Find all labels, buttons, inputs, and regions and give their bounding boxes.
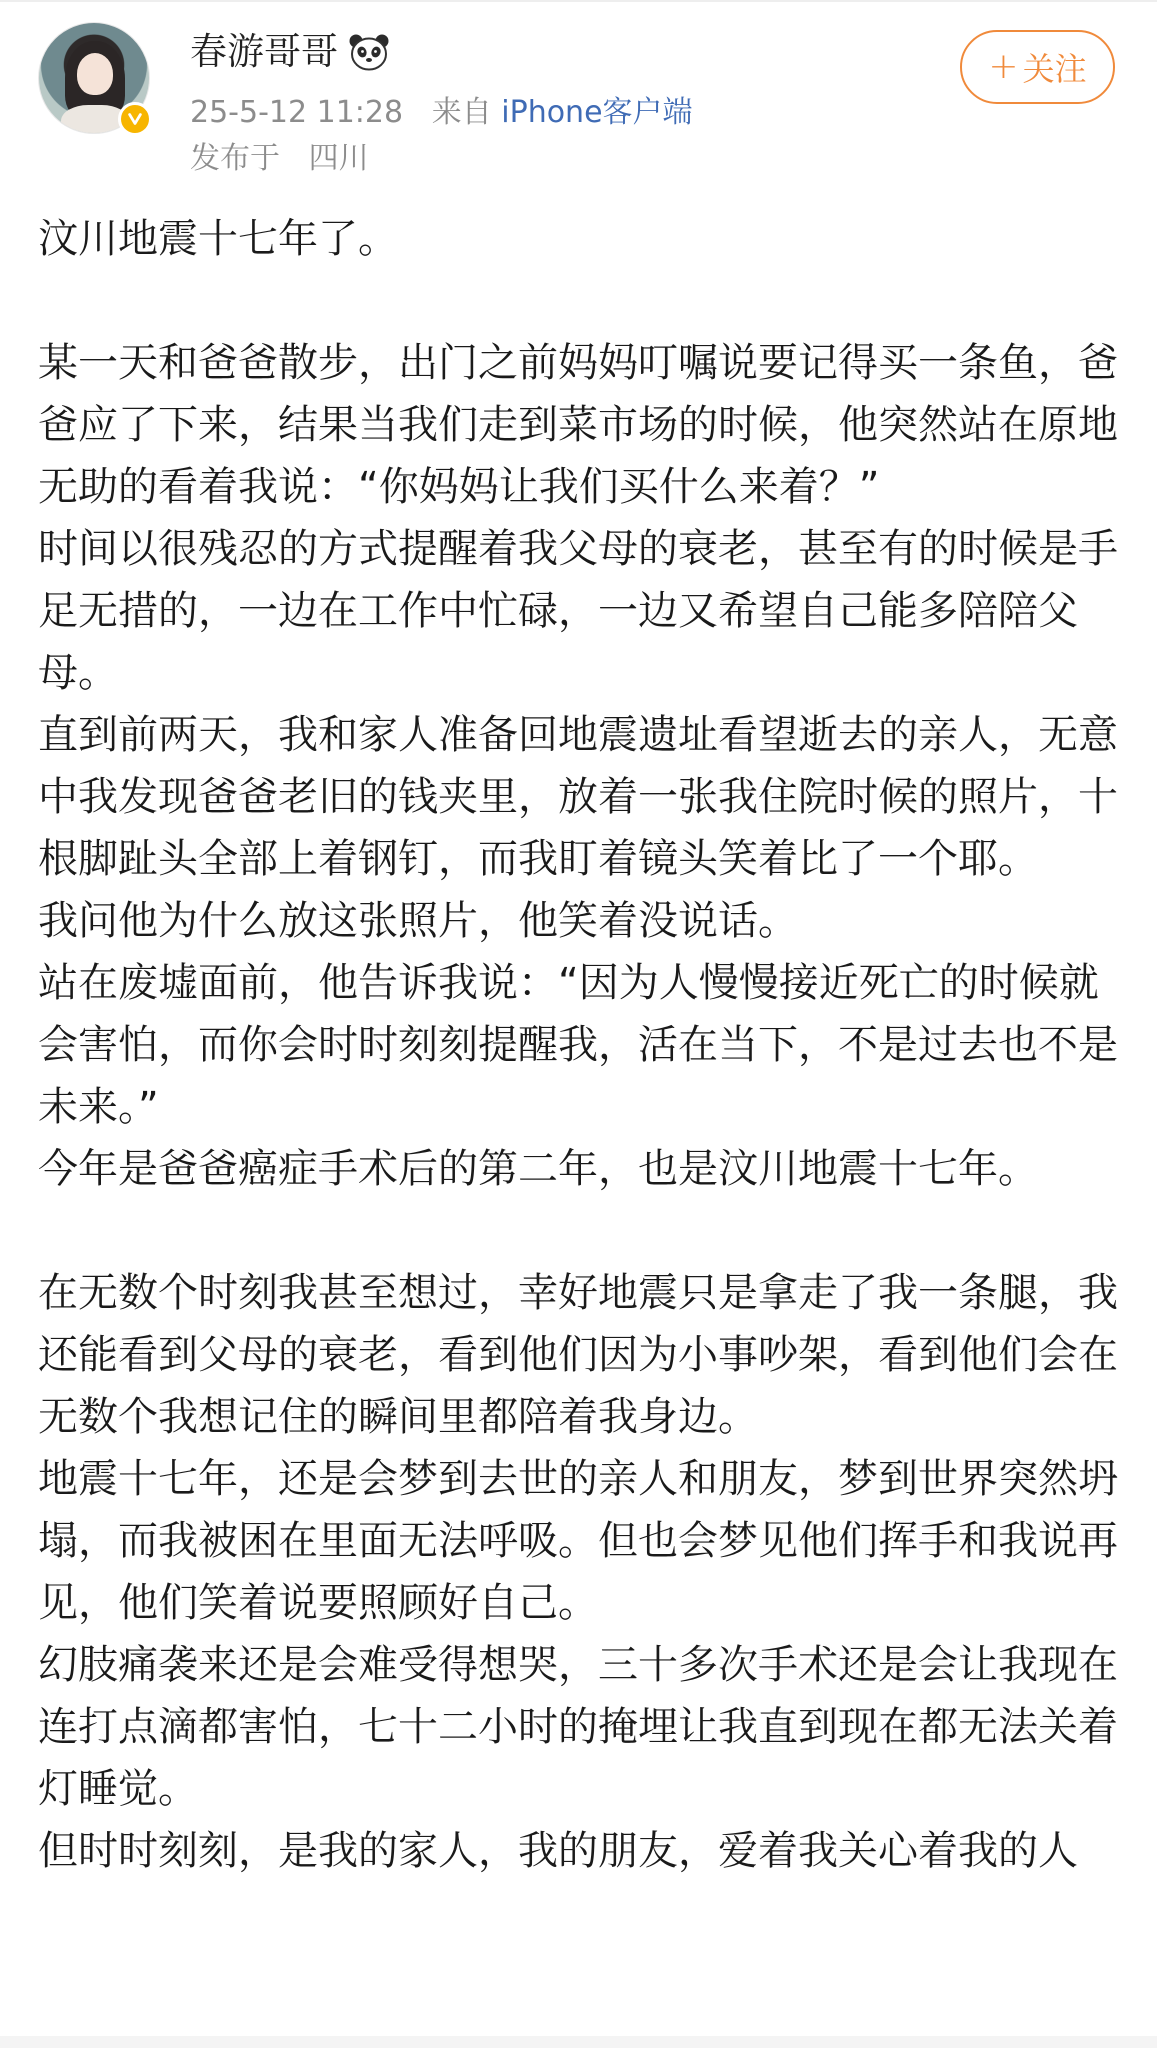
blank-line: [38, 1200, 1128, 1262]
location-value: 四川: [308, 141, 369, 176]
source-link[interactable]: iPhone客户端: [501, 95, 693, 130]
timestamp: 25-5-12 11:28: [190, 95, 404, 130]
username-text[interactable]: 春游哥哥: [190, 30, 338, 73]
plus-icon: +: [988, 46, 1019, 87]
blank-line: [38, 270, 1128, 332]
post-meta: [190, 94, 693, 132]
follow-button-label: 关注: [1022, 50, 1087, 88]
post-paragraph: 某一天和爸爸散步，出门之前妈妈叮嘱说要记得买一条鱼，爸爸应了下来，结果当我们走到菜市场的时候，他突然站在原地无助的看着我说：“你妈妈让我们买什么来着？”: [38, 340, 1118, 510]
post-body: [38, 208, 1128, 1882]
avatar[interactable]: [38, 22, 150, 134]
location-line: [190, 140, 369, 178]
post-paragraph: 时间以很残忍的方式提醒着我父母的衰老，甚至有的时候是手足无措的，一边在工作中忙碌，一边又希望自己能多陪陪父母。: [38, 526, 1118, 696]
verified-badge-icon: [118, 102, 152, 136]
post-paragraph: 直到前两天，我和家人准备回地震遗址看望逝去的亲人，无意中我发现爸爸老旧的钱夹里，放着一张我住院时候的照片，十根脚趾头全部上着钢钉，而我盯着镜头笑着比了一个耶。: [38, 712, 1118, 882]
panda-icon: [348, 33, 390, 71]
post-paragraph: 幻肢痛袭来还是会难受得想哭，三十多次手术还是会让我现在连打点滴都害怕，七十二小时的掩埋让我直到现在都无法关着灯睡觉。: [38, 1642, 1118, 1812]
bottom-divider: [0, 2036, 1157, 2048]
post-paragraph: 在无数个时刻我甚至想过，幸好地震只是拿走了我一条腿，我还能看到父母的衰老，看到他们因为小事吵架，看到他们会在无数个我想记住的瞬间里都陪着我身边。: [38, 1270, 1118, 1440]
post-paragraph: 地震十七年，还是会梦到去世的亲人和朋友，梦到世界突然坍塌，而我被困在里面无法呼吸。但也会梦见他们挥手和我说再见，他们笑着说要照顾好自己。: [38, 1456, 1118, 1626]
post-paragraph: 我问他为什么放这张照片，他笑着没说话。: [38, 898, 798, 944]
source-prefix: 来自: [431, 95, 492, 130]
post-paragraph: 但时时刻刻，是我的家人，我的朋友，爱着我关心着我的人: [38, 1828, 1078, 1874]
follow-button[interactable]: [960, 30, 1115, 104]
username[interactable]: [190, 30, 390, 74]
post-paragraph: 今年是爸爸癌症手术后的第二年，也是汶川地震十七年。: [38, 1146, 1038, 1192]
post-header: [0, 0, 1157, 175]
post-paragraph: 站在废墟面前，他告诉我说：“因为人慢慢接近死亡的时候就会害怕，而你会时时刻刻提醒我，活在当下，不是过去也不是未来。”: [38, 960, 1118, 1130]
post-paragraph: 汶川地震十七年了。: [38, 216, 398, 262]
location-label: 发布于: [190, 141, 280, 176]
